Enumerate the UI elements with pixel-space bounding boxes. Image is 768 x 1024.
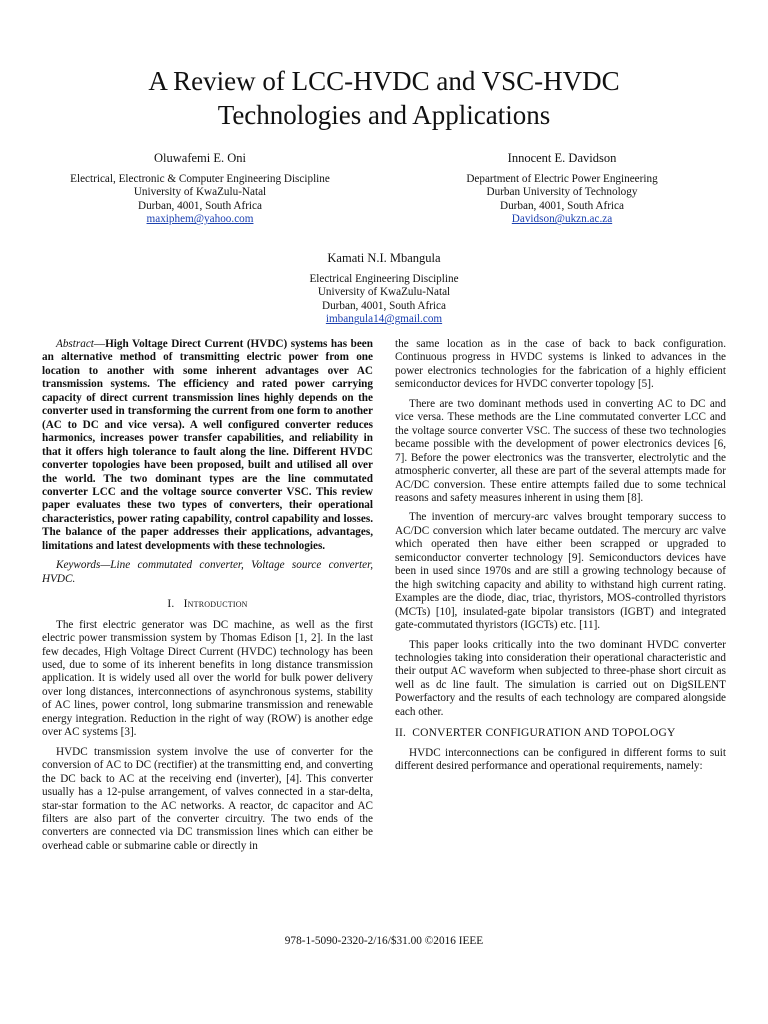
left-column	[42, 338, 373, 853]
author-dept: Department of Electric Power Engineering	[466, 172, 658, 185]
section-number: I.	[167, 598, 175, 611]
section-number: II.	[395, 727, 407, 740]
author-address: Durban, 4001, South Africa	[138, 199, 262, 212]
body-paragraph-continued: the same location as in the case of back to back configuration. Continuous progress in HVDC systems is linked to advances in the power electronics technologies for the fabrication of a highly efficient semiconductor devices for HVDC converter topology [5].	[395, 338, 726, 391]
body-paragraph: There are two dominant methods used in converting AC to DC and vice versa. These methods are the Line commutated converter LCC and the voltage source converter VSC. The success of these two technologies became possible with the development of power electronics devices [6, 7]. Before the power electronics was the transverter, electrolytic and the atmospheric converter, all these are part of the several attempts made for AC/DC conversion. These entire attempts failed due to some technical reasons and safety measures inherent in using them [8].	[395, 397, 726, 504]
section-heading-introduction	[42, 598, 373, 611]
author-block-1	[30, 152, 370, 227]
author-address: Durban, 4001, South Africa	[500, 199, 624, 212]
copyright-footer: 978-1-5090-2320-2/16/$31.00 ©2016 IEEE	[284, 935, 484, 947]
intro-paragraph-1: The first electric generator was DC machine, as well as the first electric power transmission system by Thomas Edison [1, 2]. In the last few decades, High Voltage Direct Current (HVDC) technology has been used, due to some of its inherent benefits in long distance transmission application. It is widely used all over the world for bulk power delivery over long distances, interconnections of asynchronous systems, stability of AC lines, power control, long submarine transmission and renewable energy integration. Reduction in the right of way (ROW) is another edge over AC systems [3].	[42, 618, 373, 739]
author-email-link[interactable]: Davidson@ukzn.ac.za	[511, 213, 613, 226]
author-dept: Electrical, Electronic & Computer Engineering Discipline	[70, 172, 330, 185]
section-title: Introduction	[183, 598, 248, 611]
author-university: University of KwaZulu-Natal	[317, 286, 451, 299]
abstract-label: Abstract	[56, 338, 94, 350]
body-paragraph: HVDC interconnections can be configured in different forms to suit different desired performance and operational requirements, namely:	[395, 746, 726, 773]
body-paragraph: This paper looks critically into the two dominant HVDC converter technologies taking into consideration their operational characteristic and their output AC waveform when subjected to three-phase short circuit as well as dc line fault. The simulation is carried out on DigSILENT Powerfactory and the results of each technology are compared alongside each other.	[395, 638, 726, 718]
abstract-dash: —	[93, 338, 106, 350]
author-name: Innocent E. Davidson	[507, 151, 617, 165]
paper-title	[0, 64, 768, 132]
section-heading-converter-configuration	[395, 727, 726, 740]
intro-paragraph-2: HVDC transmission system involve the use of converter for the conversion of AC to DC (rectifier) at the transmitting end, and converting the DC back to AC at the receiving end (inverter), [4]. This converter usually has a 12-pulse arrangement, of valves connected in a star-delta, star-star formation to the AC networks. A reactor, dc capacitor and AC filters are also part of the converter circuitry. The two ends of the converters are connected via DC transmission lines which can either be overhead cable or submarine cable or directly in	[42, 745, 373, 852]
author-name: Kamati N.I. Mbangula	[327, 251, 441, 265]
abstract	[42, 338, 373, 553]
author-email-link[interactable]: maxiphem@yahoo.com	[146, 213, 254, 226]
author-address: Durban, 4001, South Africa	[322, 299, 446, 312]
section-title: CONVERTER CONFIGURATION AND TOPOLOGY	[412, 727, 676, 740]
author-email-link[interactable]: imbangula14@gmail.com	[325, 313, 443, 326]
author-university: University of KwaZulu-Natal	[133, 186, 267, 199]
right-column	[395, 338, 726, 774]
title-line-1: A Review of LCC-HVDC and VSC-HVDC	[148, 66, 620, 96]
author-dept: Electrical Engineering Discipline	[309, 272, 459, 285]
author-name: Oluwafemi E. Oni	[154, 151, 246, 165]
keywords	[42, 559, 373, 586]
author-block-2	[392, 152, 732, 227]
author-block-3	[214, 252, 554, 327]
abstract-text: High Voltage Direct Current (HVDC) systems has been an alternative method of transmitting electric power from one location to another with some inherent advantages over AC transmission systems. The efficiency and rated power carrying capacity of direct current transmission lines highly depends on the converter used in transforming the current from one form to another (AC to DC and vice versa). A well configured converter reduces harmonics, increases power transfer capabilities, and reliability in that it offers high tolerance to fault along the line. Different HVDC converter topologies have been proposed, built and utilised all over the world. The two dominant types are the line commutated converter LCC and the voltage source converter VSC. This review paper evaluates these two types of converters, their operational characteristics, power rating capability, control capability and losses. The balance of the paper addresses their applications, advantages, limitations and latest developments with these technologies.	[42, 338, 373, 552]
keywords-text: Line commutated converter, Voltage source converter, HVDC.	[42, 559, 373, 585]
title-line-2: Technologies and Applications	[217, 100, 551, 130]
keywords-label: Keywords—	[56, 559, 111, 572]
body-paragraph: The invention of mercury-arc valves brought temporary success to AC/DC conversion which later became outdated. The mercury arc valve which operated then have either been scrapped or upgraded to semiconductor converter technology [9]. Semiconductors devices have been in used since 1970s and are still a growing technology because of the high switching capacity and ability to withstand high current rating. Examples are the diode, diac, triac, thyristors, MOS-controlled thyristors (MCTs) [10], insulated-gate bipolar transistors (IGBT) and integrated gate-commutated thyristors (IGCTs) etc. [11].	[395, 511, 726, 632]
author-university: Durban University of Technology	[486, 186, 638, 199]
